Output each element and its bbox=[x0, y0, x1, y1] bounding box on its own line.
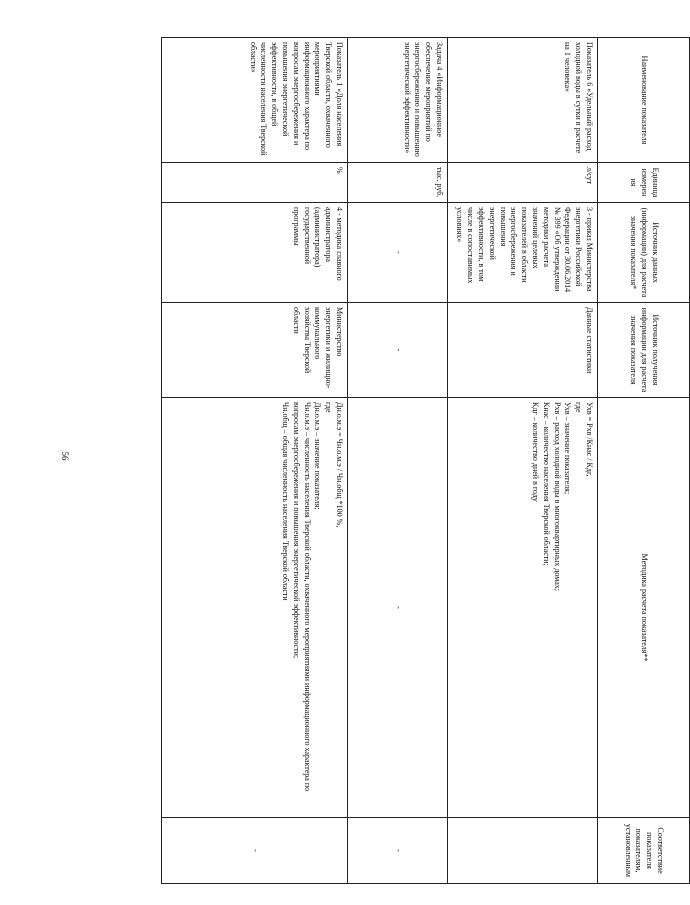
cell-unit: % bbox=[162, 163, 348, 203]
header-indicator-name: Наименование показателя bbox=[598, 38, 690, 163]
cell-data-source: 4 - методика главного администратора (администратора) государственной программы bbox=[162, 203, 348, 303]
cell-unit: л/сут bbox=[448, 163, 598, 203]
header-correspondence: Соответствие показателя показателям, установленным bbox=[598, 818, 690, 884]
table-row bbox=[448, 38, 598, 884]
cell-info-source: Данные статистики bbox=[448, 303, 598, 398]
indicator-table bbox=[161, 37, 690, 884]
cell-correspondence: - bbox=[348, 818, 448, 884]
cell-correspondence bbox=[448, 818, 598, 884]
cell-method: Ухв = Рхв /Кнас / Кдг, где Ухв – значение показателя; Рхв – расход холодной воды в многоквартирных домах; Кнас – количество населения Тверской области; Кдг – количество дней в году bbox=[448, 398, 598, 818]
cell-unit: тыс. руб. bbox=[348, 163, 448, 203]
cell-indicator-name: Задача 4 «Информационное обеспечение мероприятий по энергосбережению и повышению энергетической эффективности» bbox=[348, 38, 448, 163]
header-info-source: Источник получения информации для расчета значения показателя bbox=[598, 303, 690, 398]
cell-method: - bbox=[348, 398, 448, 818]
cell-data-source: 3 - приказ Министерства энергетики Российской Федерации от 30.06.2014 № 399 «Об утверждении методики расчета значений целевых показателей в области энергосбережения и повышения энергетической эффективности, в том числе в сопоставимых условиях» bbox=[448, 203, 598, 303]
header-data-source: Источник данных (информации) для расчета значения показателя* bbox=[598, 203, 690, 303]
cell-indicator-name: Показатель 6 «Удельный расход холодной воды в сутки в расчете на 1 человека» bbox=[448, 38, 598, 163]
cell-info-source: Министерство энергетики и жилищно-коммунального хозяйства Тверской области bbox=[162, 303, 348, 398]
cell-method: Дн.о.м.э = Чн.о.м.э / Чн.общ *100 %, где Дн.о.м.э – значение показателя; Чн.о.м.э – численность населения Тверской области, охваченного мероприятиями информационного характера по вопросам энергосбережения и повышения энергетической эффективности; Чн.общ – общая численность населения Тверской области bbox=[162, 398, 348, 818]
cell-correspondence: - bbox=[162, 818, 348, 884]
table-row bbox=[348, 38, 448, 884]
page-number: 56 bbox=[60, 451, 70, 461]
table-header-row bbox=[598, 38, 690, 884]
cell-info-source: - bbox=[348, 303, 448, 398]
indicator-table-sheet bbox=[90, 37, 690, 883]
cell-data-source: - bbox=[348, 203, 448, 303]
header-unit: Единица измерения bbox=[598, 163, 690, 203]
table-row bbox=[162, 38, 348, 884]
header-method: Методика расчета показателя** bbox=[598, 398, 690, 818]
cell-indicator-name: Показатель 1 «Доля населения Тверской области, охваченного мероприятиями информационного характера по вопросам энергосбережения и повышения энергетической эффективности, в общей численности населения Тверской области» bbox=[162, 38, 348, 163]
